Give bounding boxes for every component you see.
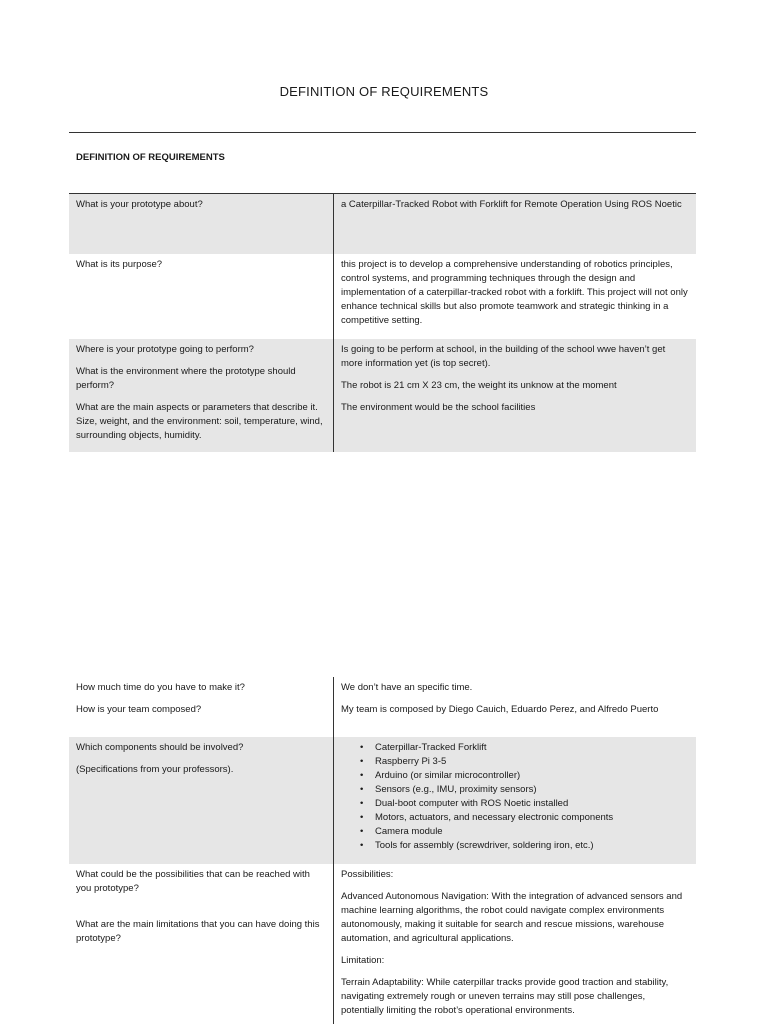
answer-text: Is going to be perform at school, in the building of the school wwe haven’t get more information yet (is top secret). xyxy=(341,343,666,369)
answer-text: a Caterpillar-Tracked Robot with Forklift for Remote Operation Using ROS Noetic xyxy=(341,199,682,210)
answer-text: Possibilities: xyxy=(341,869,394,880)
list-item: • Motors, actuators, and necessary electronic components xyxy=(375,811,689,825)
document-title: DEFINITION OF REQUIREMENTS xyxy=(279,84,489,99)
list-item: • Tools for assembly (screwdriver, soldering iron, etc.) xyxy=(375,839,689,853)
list-item: • Raspberry Pi 3-5 xyxy=(375,755,689,769)
answer-cell xyxy=(334,254,697,339)
list-item: • Camera module xyxy=(375,825,689,839)
table-row xyxy=(69,194,696,254)
question-cell xyxy=(69,677,334,737)
question-text: Which components should be involved? xyxy=(76,742,244,753)
question-text: What is the environment where the prototype should perform? xyxy=(76,365,296,391)
section-heading: DEFINITION OF REQUIREMENTS xyxy=(76,152,225,163)
answer-text: The robot is 21 cm X 23 cm, the weight its unknow at the moment xyxy=(341,379,617,391)
answer-cell xyxy=(334,677,697,737)
table-row xyxy=(69,864,696,1024)
answer-text: this project is to develop a comprehensive understanding of robotics principles, control systems, and programming techniques through the design and implementation of a caterpillar-tracked robot with a forklift. This project will not only enhance technical skills but also promote teamwork and strategic thinking in a competitive setting. xyxy=(341,258,688,326)
question-text: How is your team composed? xyxy=(76,704,202,715)
answer-text: We don’t have an specific time. xyxy=(341,682,473,693)
answer-text: My team is composed by Diego Cauich, Eduardo Perez, and Alfredo Puerto xyxy=(341,704,659,715)
question-text: What is your prototype about? xyxy=(76,199,203,210)
answer-text: Terrain Adaptability: While caterpillar tracks provide good traction and stability, navigating extremely rough or uneven terrains may still pose challenges, potentially limiting the robot’s operational environments. xyxy=(341,977,669,1016)
question-cell xyxy=(69,737,334,864)
table-row xyxy=(69,737,696,864)
title-divider xyxy=(69,132,696,133)
answer-cell xyxy=(334,194,697,254)
answer-text: The environment would be the school facilities xyxy=(341,401,536,413)
question-cell xyxy=(69,339,334,452)
answer-text: Limitation: xyxy=(341,955,385,966)
question-text: Where is your prototype going to perform? xyxy=(76,343,254,355)
answer-cell xyxy=(334,737,697,864)
question-text: (Specifications from your professors). xyxy=(76,764,234,775)
components-list xyxy=(341,741,689,853)
answer-cell xyxy=(334,339,697,452)
list-item: • Arduino (or similar microcontroller) xyxy=(375,769,689,783)
table-row xyxy=(69,339,696,452)
table-row xyxy=(69,677,696,737)
list-item: • Sensors (e.g., IMU, proximity sensors) xyxy=(375,783,689,797)
question-cell xyxy=(69,194,334,254)
answer-text: Advanced Autonomous Navigation: With the integration of advanced sensors and machine learning algorithms, the robot could navigate complex environments autonomously, making it suitable for search and rescue missions, warehouse automation, and agricultural applications. xyxy=(341,891,683,944)
question-text: What are the main aspects or parameters that describe it. Size, weight, and the environment: soil, temperature, wind, surrounding objects, humidity. xyxy=(76,401,323,441)
question-text: What is its purpose? xyxy=(76,258,163,270)
requirements-table-1 xyxy=(69,193,696,452)
table-row xyxy=(69,254,696,339)
list-item: • Dual-boot computer with ROS Noetic installed xyxy=(375,797,689,811)
requirements-table-2 xyxy=(69,677,696,1024)
list-item: • Caterpillar-Tracked Forklift xyxy=(375,741,689,755)
question-text: How much time do you have to make it? xyxy=(76,682,245,693)
question-cell xyxy=(69,864,334,1024)
question-text: What are the main limitations that you can have doing this prototype? xyxy=(76,919,320,944)
question-text: What could be the possibilities that can be reached with you prototype? xyxy=(76,869,310,894)
question-cell xyxy=(69,254,334,339)
answer-cell xyxy=(334,864,697,1024)
